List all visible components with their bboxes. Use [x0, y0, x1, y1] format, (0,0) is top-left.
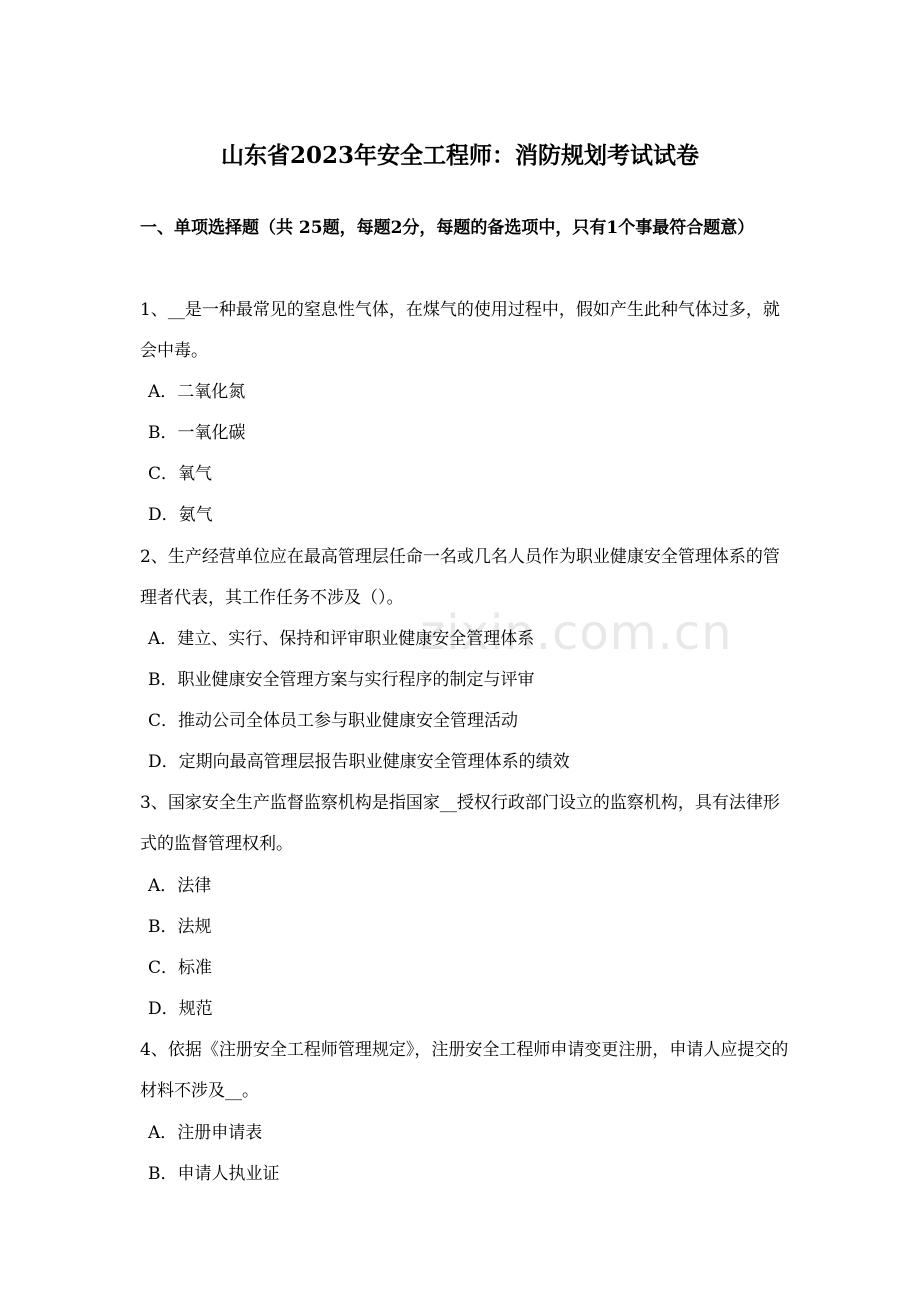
question-3-option-b: B．法规: [148, 917, 212, 937]
question-2-option-b: B．职业健康安全管理方案与实行程序的制定与评审: [148, 670, 535, 690]
watermark: zixin.com.cn: [420, 605, 733, 661]
document-title: 山东省2023年安全工程师：消防规划考试试卷: [220, 142, 699, 169]
question-1-option-a: A．二氧化氮: [148, 382, 246, 402]
question-3-option-d: D．规范: [148, 999, 213, 1019]
question-2-option-d: D．定期向最高管理层报告职业健康安全管理体系的绩效: [148, 752, 570, 772]
question-3-stem: 3、国家安全生产监督监察机构是指国家__授权行政部门设立的监察机构，具有法律形式的监督管理权利。: [140, 793, 780, 854]
section-heading: 一、单项选择题（共 25题，每题2分，每题的备选项中，只有1个事最符合题意）: [140, 218, 755, 238]
question-4-stem: 4、依据《注册安全工程师管理规定》，注册安全工程师申请变更注册，申请人应提交的材料不涉及__。: [140, 1040, 789, 1101]
question-3-option-a: A．法律: [148, 876, 212, 896]
question-1-option-b: B．一氧化碳: [148, 423, 246, 443]
question-3-option-c: C．标准: [148, 958, 213, 978]
question-2-option-a: A．建立、实行、保持和评审职业健康安全管理体系: [148, 629, 535, 649]
question-1-option-d: D．氨气: [148, 505, 213, 525]
question-2-option-c: C．推动公司全体员工参与职业健康安全管理活动: [148, 711, 519, 731]
question-4-option-b: B．申请人执业证: [148, 1164, 280, 1184]
question-1-stem: 1、__是一种最常见的窒息性气体，在煤气的使用过程中，假如产生此种气体过多，就会中毒。: [140, 300, 780, 361]
question-4-option-a: A．注册申请表: [148, 1123, 263, 1143]
question-2-stem: 2、生产经营单位应在最高管理层任命一名或几名人员作为职业健康安全管理体系的管理者代表，其工作任务不涉及（）。: [140, 547, 780, 608]
question-1-option-c: C．氧气: [148, 464, 213, 484]
